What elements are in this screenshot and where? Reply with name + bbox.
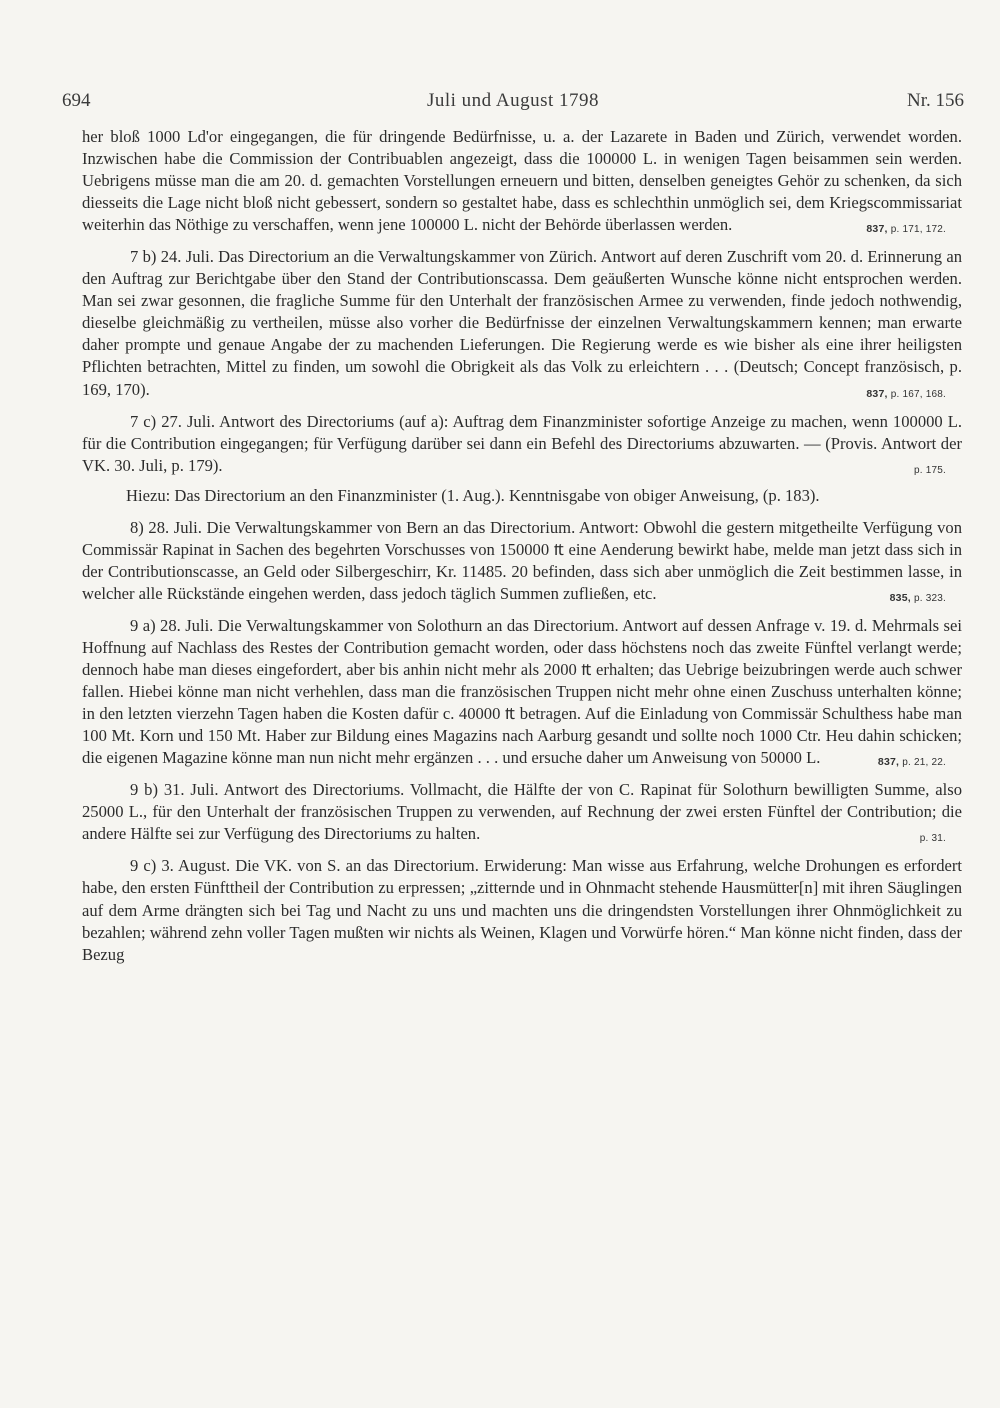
- reference-volume: 835,: [889, 591, 911, 604]
- reference-pages: p. 175.: [914, 464, 946, 476]
- paragraph-text: 7 c) 27. Juli. Antwort des Directoriums (auf a): Auftrag dem Finanzminister sofortige Anzeige zu machen, wenn 100000 L. für die Contribution eingegangen; für Verfügung darüber sei dann ein Befehl des Directoriums abzuwarten. — (Provis. Antwort der VK. 30. Juli, p. 179).: [82, 411, 962, 475]
- archive-reference: [818, 383, 946, 406]
- reference-volume: 837,: [866, 223, 888, 236]
- reference-pages: p. 171, 172.: [890, 224, 946, 236]
- reference-volume: 837,: [877, 756, 900, 769]
- paragraph-7b: [82, 246, 962, 400]
- page-number: 694: [62, 90, 91, 111]
- reference-pages: p. 323.: [914, 592, 946, 604]
- paragraph-text: 9 c) 3. August. Die VK. von S. an das Directorium. Erwiderung: Man wisse aus Erfahrung, welche Drohungen es erfordert habe, den ersten Fünfttheil der Contribution zu erpressen; „zitternde und in Ohnmacht stehende Hausmütter[n] mit ihren Säuglingen auf dem Arme drängten sich bei Tag und Nacht zu uns und machten uns die dringendsten Vorstellungen ihrer Ohnmöglichkeit zu bezahlen; während zehn voller Tagen mußten wir nichts als Weinen, Klagen und Vorwürfe hören.“ Man könne nicht finden, dass der Bezug: [82, 856, 962, 964]
- paragraph-hiezu: [82, 485, 962, 507]
- paragraph-text: 8) 28. Juli. Die Verwaltungskammer von Bern an das Directorium. Antwort: Obwohl die gestern mitgetheilte Verfügung von Commissär Rapinat in Sachen des begehrten Vorschusses von 150000 ₶ eine Aenderung bewirkt habe, melde man jetzt dass sich in der Contributionscasse, an Geld oder Silbergeschirr, Kr. 11485. 20 befinden, dass sich aber unmöglich die Zeit bestimmen lasse, in welcher alle Rückstände eingehen werden, dass jedoch täglich Summen zufließen, etc.: [82, 517, 962, 603]
- running-title: Juli und August 1798: [426, 90, 600, 111]
- paragraph-text: 7 b) 24. Juli. Das Directorium an die Verwaltungskammer von Zürich. Antwort auf deren Zuschrift vom 20. d. Erinnerung an den Auftrag zur Berichtgabe über den Stand der Contributionscassa. Dem geäußerten Wunsche könne nicht entsprochen werden. Man sei zwar gesonnen, die fragliche Summe für den Unterhalt der französischen Armee zu verwenden, finde jedoch nothwendig, dieselbe gleichmäßig zu vertheilen, müsse also vorher die Bedürfnisse der einzelnen Verwaltungskammern kennen; man erwarte daher prompte und genaue Angabe der zu machenden Lieferungen. Die Regierung werde es wie bisher als eine ihrer heiligsten Pflichten betrachten, Mittel zu finden, um sowohl die Obrigkeit als das Volk zu erleichtern . . . (Deutsch; Concept französisch, p. 169, 170).: [82, 247, 962, 399]
- paragraph-text: Hiezu: Das Directorium an den Finanzminister (1. Aug.). Kenntnisgabe von obiger Anweisung, (p. 183).: [126, 485, 820, 505]
- body-text: [82, 126, 962, 976]
- running-header: [62, 90, 964, 114]
- reference-pages: p. 21, 22.: [902, 757, 946, 769]
- paragraph-9c: [82, 855, 962, 965]
- paragraph-8: [82, 517, 962, 605]
- paragraph-text: 9 b) 31. Juli. Antwort des Directoriums. Vollmacht, die Hälfte der von C. Rapinat für Solothurn bewilligten Summe, also 25000 L., für den Unterhalt der französischen Truppen zu verwenden, auf Rechnung der zwei ersten Fünftel der Contribution; die andere Hälfte sei zur Verfügung des Directoriums zu halten.: [82, 780, 962, 844]
- archive-reference: [830, 751, 946, 774]
- document-number: Nr. 156: [907, 90, 964, 111]
- paragraph-continuation: [82, 126, 962, 236]
- paragraph-9b: [82, 779, 962, 845]
- archive-reference: [866, 459, 946, 482]
- archive-reference: [842, 587, 946, 610]
- paragraph-7c: [82, 411, 962, 477]
- archive-reference: [872, 827, 946, 850]
- paragraph-text: her bloß 1000 Ld'or eingegangen, die für dringende Bedürfnisse, u. a. der Lazarete in Baden und Zürich, verwendet worden. Inzwischen habe die Commission der Contribuablen angezeigt, dass die 100000 L. in wenigen Tagen beisammen sein werden. Uebrigens müsse man die am 20. d. gemachten Vorstellungen erneuern und bitten, denselben geneigtes Gehör zu schenken, da sich diesseits die Lage nicht bloß nicht gebessert, sondern so gestaltet habe, dass es schlechthin unmöglich sei, dem Kriegscommissariat weiterhin das Nöthige zu verschaffen, wenn jene 100000 L. nicht der Behörde überlassen werden.: [82, 127, 962, 235]
- reference-volume: 837,: [866, 387, 888, 400]
- paragraph-text: 9 a) 28. Juli. Die Verwaltungskammer von Solothurn an das Directorium. Antwort auf dessen Anfrage v. 19. d. Mehrmals sei Hoffnung auf Nachlass des Restes der Contribution gemacht worden, oder dass höchstens noch das zweite Fünftel verlangt werde; dennoch habe man dieses eingefordert, aber bis anhin nicht mehr als 2000 ₶ erhalten; das Uebrige beizubringen werde auch schwer fallen. Hiebei könne man nicht verhehlen, dass man die französischen Truppen nicht mehr ohne einen Zuschuss unterhalten könne; in den letzten vierzehn Tagen haben die Kosten dafür c. 40000 ₶ betragen. Auf die Einladung von Commissär Schulthess habe man 100 Mt. Korn und 150 Mt. Haber zur Bildung eines Magazins nach Aarburg gesandt und sollte noch 1000 Ctr. Heu dahin schicken; die eigenen Magazine könne man nun nicht mehr ergänzen . . . und ersuche daher um Anweisung von 50000 L.: [82, 615, 962, 768]
- reference-pages: p. 31.: [919, 833, 946, 845]
- paragraph-9a: [82, 615, 962, 769]
- archive-reference: [866, 218, 946, 241]
- reference-pages: p. 167, 168.: [890, 388, 946, 400]
